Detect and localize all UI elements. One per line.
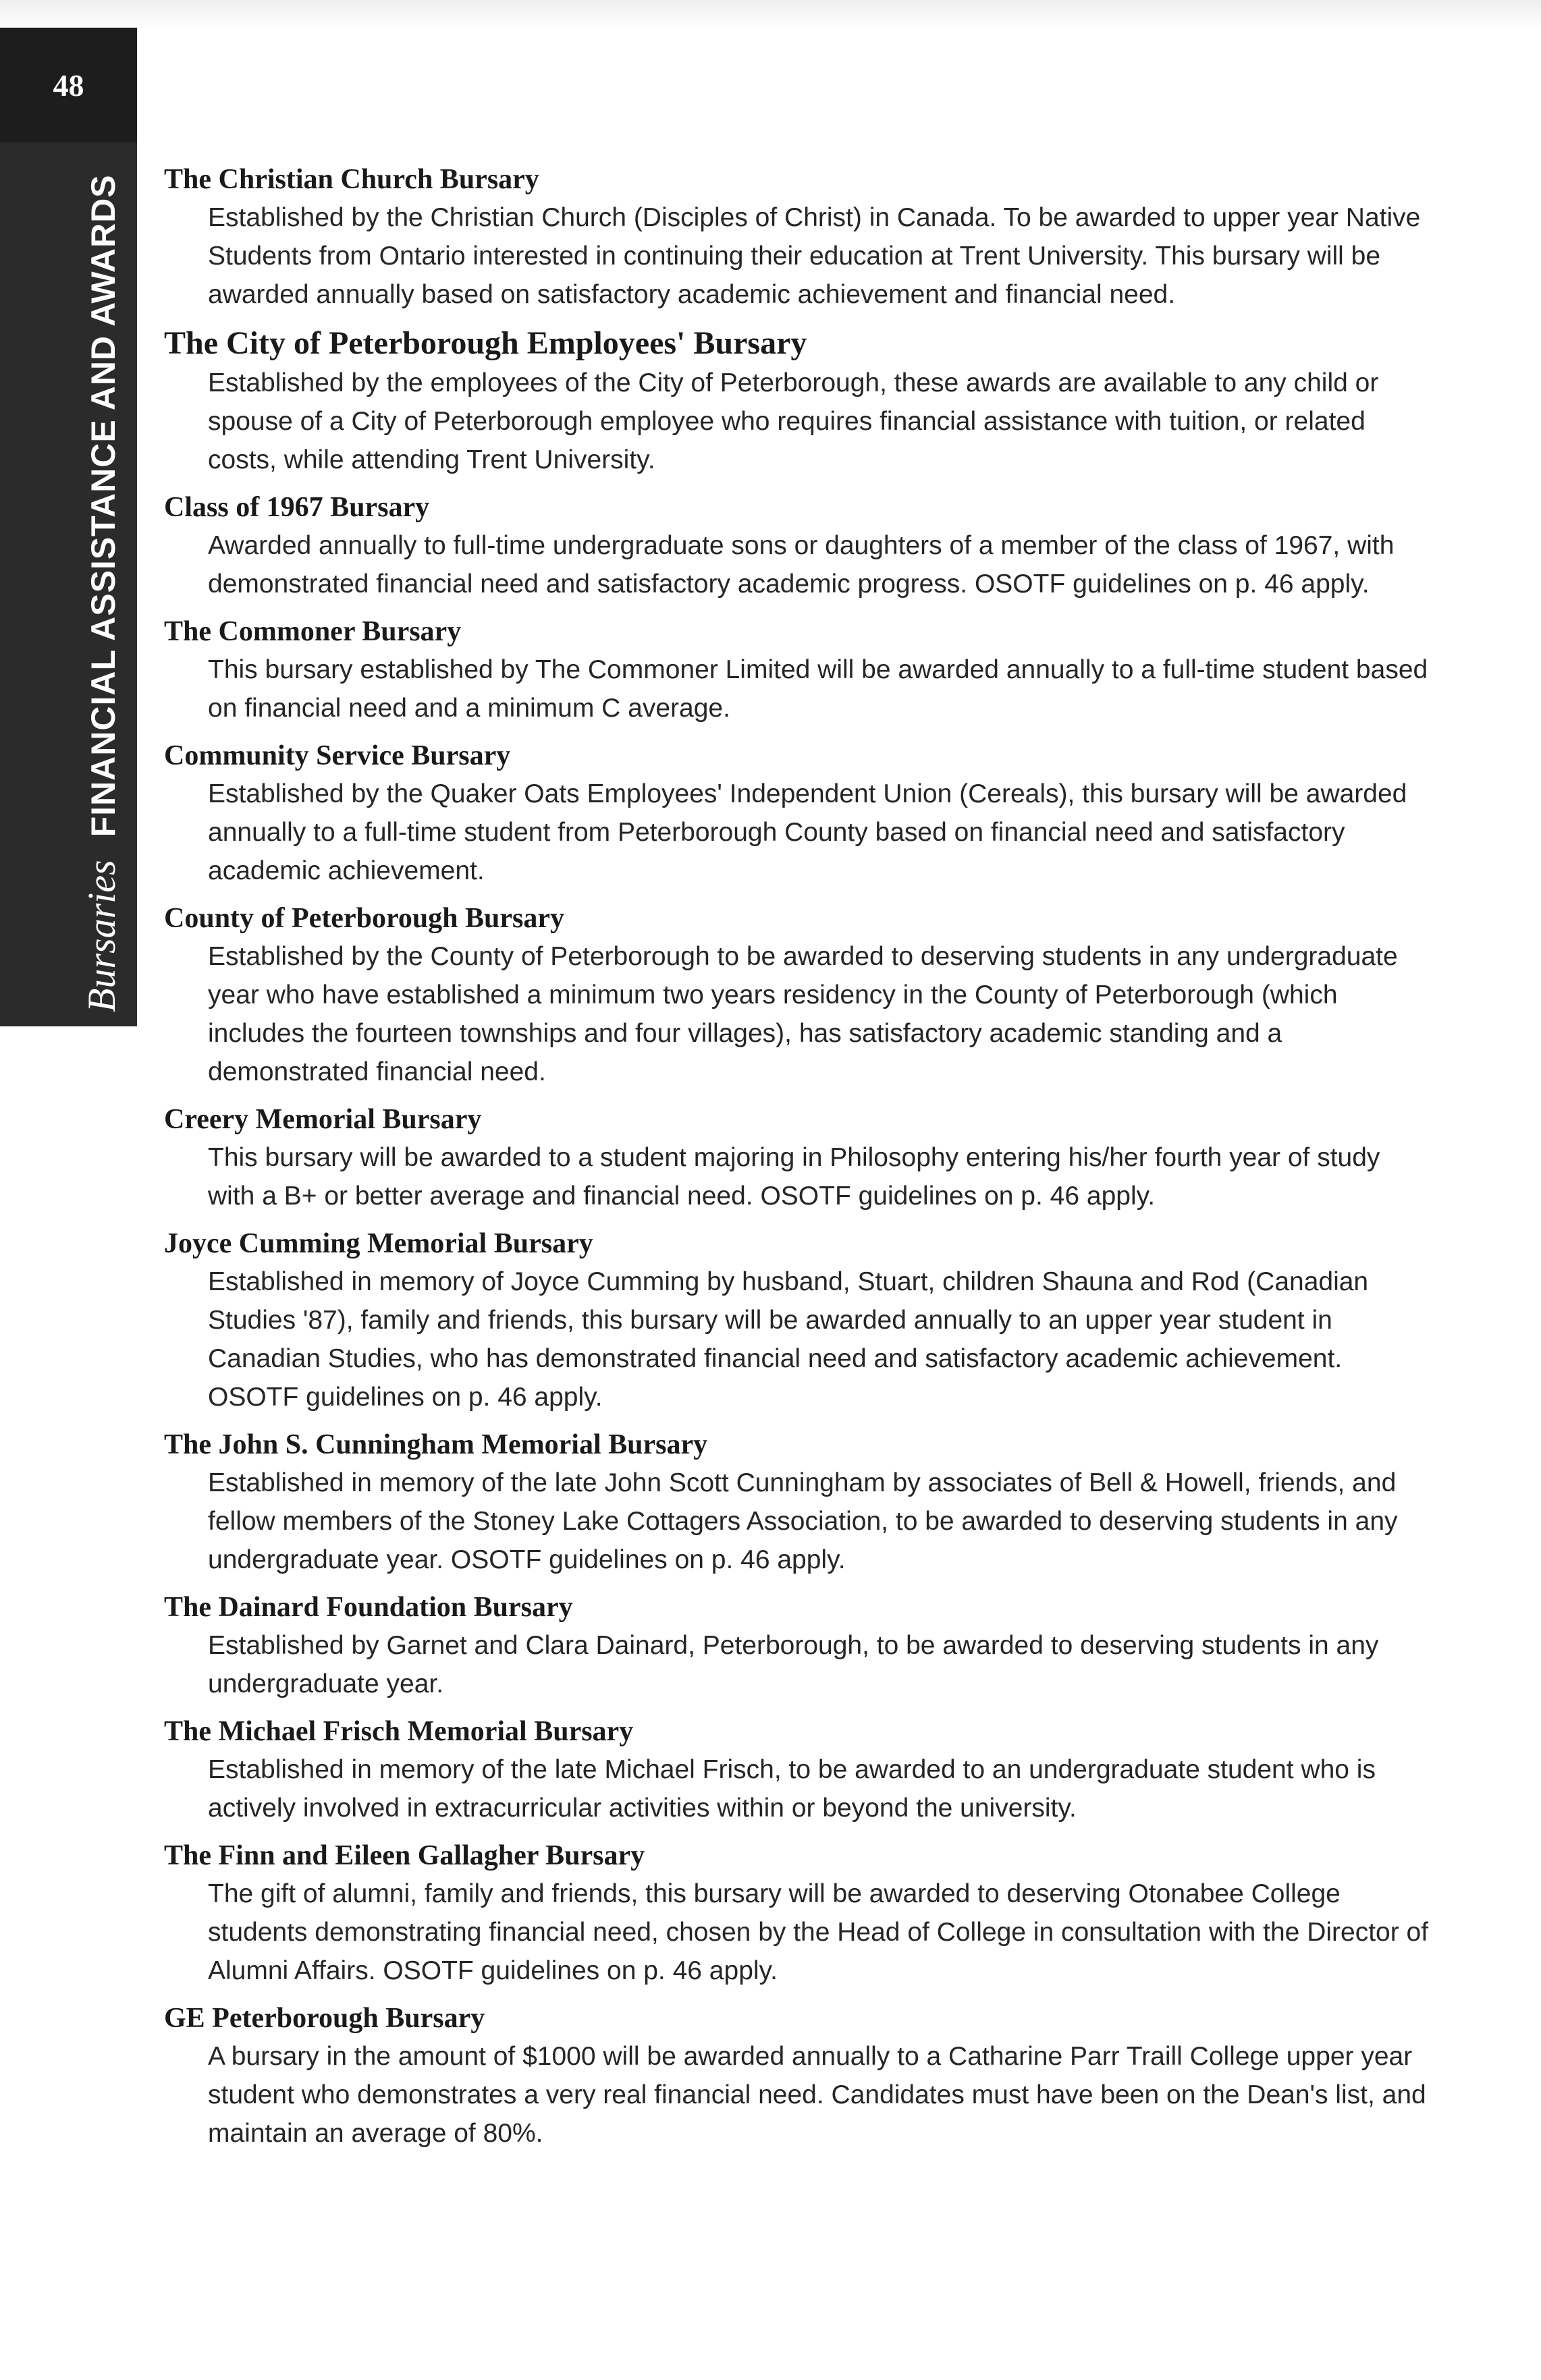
bursary-title: Community Service Bursary <box>164 740 511 771</box>
bursary-entry <box>164 613 1433 727</box>
bursary-description: Established by the County of Peterborough to be awarded to deserving students in any undergraduate year who have established a minimum two years residency in the County of Peterborough (which includes the fourteen townships and four villages), has satisfactory academic standing and a demonstrated financial need. <box>208 942 1398 1086</box>
bursary-title: Creery Memorial Bursary <box>164 1104 482 1135</box>
bursary-title: Joyce Cumming Memorial Bursary <box>164 1228 593 1259</box>
bursary-title: The Dainard Foundation Bursary <box>164 1592 573 1623</box>
section-label <box>79 174 124 1012</box>
bursary-list <box>164 161 1433 2162</box>
bursary-entry <box>164 900 1433 1091</box>
bursary-title: The Michael Frisch Memorial Bursary <box>164 1716 634 1747</box>
bursary-entry <box>164 1999 1433 2153</box>
bursary-entry <box>164 1225 1433 1416</box>
bursary-entry <box>164 1713 1433 1827</box>
bursary-title: The City of Peterborough Employees' Bursary <box>164 325 807 361</box>
bursary-description: Established in memory of the late Michael Frisch, to be awarded to an undergraduate student who is actively involved in extracurricular activities within or beyond the university. <box>208 1755 1376 1823</box>
bursary-title: County of Peterborough Bursary <box>164 903 565 934</box>
bursary-description: Established in memory of the late John Scott Cunningham by associates of Bell & Howell, friends, and fellow members of the Stoney Lake Cottagers Association, to be awarded to deserving students in any undergraduate year. OSOTF guidelines on p. 46 apply. <box>208 1468 1398 1574</box>
bursary-entry <box>164 1426 1433 1579</box>
bursary-title: The John S. Cunningham Memorial Bursary <box>164 1429 708 1460</box>
bursary-entry <box>164 1101 1433 1215</box>
bursary-entry <box>164 489 1433 603</box>
bursary-entry <box>164 737 1433 890</box>
bursary-entry <box>164 323 1433 479</box>
bursary-description: Established by the Quaker Oats Employees' Independent Union (Cereals), this bursary will be awarded annually to a full-time student from Peterborough County based on financial need and satisfactory academic achievement. <box>208 779 1407 885</box>
bursary-description: A bursary in the amount of $1000 will be awarded annually to a Catharine Parr Traill College upper year student who demonstrates a very real financial need. Candidates must have been on the Dean's list, and maintain an average of 80%. <box>208 2042 1426 2148</box>
bursary-description: Established in memory of Joyce Cumming by husband, Stuart, children Shauna and Rod (Canadian Studies '87), family and friends, this bursary will be awarded annually to an upper year student in Canadian Studies, who has demonstrated financial need and satisfactory academic achievement. OSOTF guidelines on p. 46 apply. <box>208 1267 1369 1412</box>
bursary-title: Class of 1967 Bursary <box>164 492 430 523</box>
bursary-description: This bursary will be awarded to a student majoring in Philosophy entering his/her fourth year of study with a B+ or better average and financial need. OSOTF guidelines on p. 46 apply. <box>208 1143 1380 1211</box>
section-subtitle: Bursaries <box>80 860 124 1012</box>
section-title: FINANCIAL ASSISTANCE AND AWARDS <box>84 174 122 837</box>
bursary-entry <box>164 161 1433 314</box>
bursary-description: This bursary established by The Commoner Limited will be awarded annually to a full-time student based on financial need and a minimum C average. <box>208 655 1428 723</box>
bursary-description: Established by Garnet and Clara Dainard, Peterborough, to be awarded to deserving students in any undergraduate year. <box>208 1631 1379 1698</box>
bursary-description: The gift of alumni, family and friends, this bursary will be awarded to deserving Otonabee College students demonstrating financial need, chosen by the Head of College in consultation with the Director of Alumni Affairs. OSOTF guidelines on p. 46 apply. <box>208 1879 1429 1985</box>
bursary-title: The Commoner Bursary <box>164 616 462 647</box>
bursary-description: Established by the employees of the City of Peterborough, these awards are available to any child or spouse of a City of Peterborough employee who requires financial assistance with tuition, or related costs, while attending Trent University. <box>208 368 1379 474</box>
bursary-description: Established by the Christian Church (Disciples of Christ) in Canada. To be awarded to upper year Native Students from Ontario interested in continuing their education at Trent University. This bursary will be awarded annually based on satisfactory academic achievement and financial need. <box>208 203 1421 309</box>
bursary-description: Awarded annually to full-time undergraduate sons or daughters of a member of the class of 1967, with demonstrated financial need and satisfactory academic progress. OSOTF guidelines on p. 46 apply. <box>208 531 1395 599</box>
bursary-title: GE Peterborough Bursary <box>164 2003 485 2034</box>
bursary-title: The Christian Church Bursary <box>164 164 539 195</box>
page-number: 48 <box>0 28 137 142</box>
scan-edge-shading <box>0 0 1541 30</box>
bursary-title: The Finn and Eileen Gallagher Bursary <box>164 1840 645 1871</box>
bursary-entry <box>164 1588 1433 1703</box>
bursary-entry <box>164 1837 1433 1990</box>
